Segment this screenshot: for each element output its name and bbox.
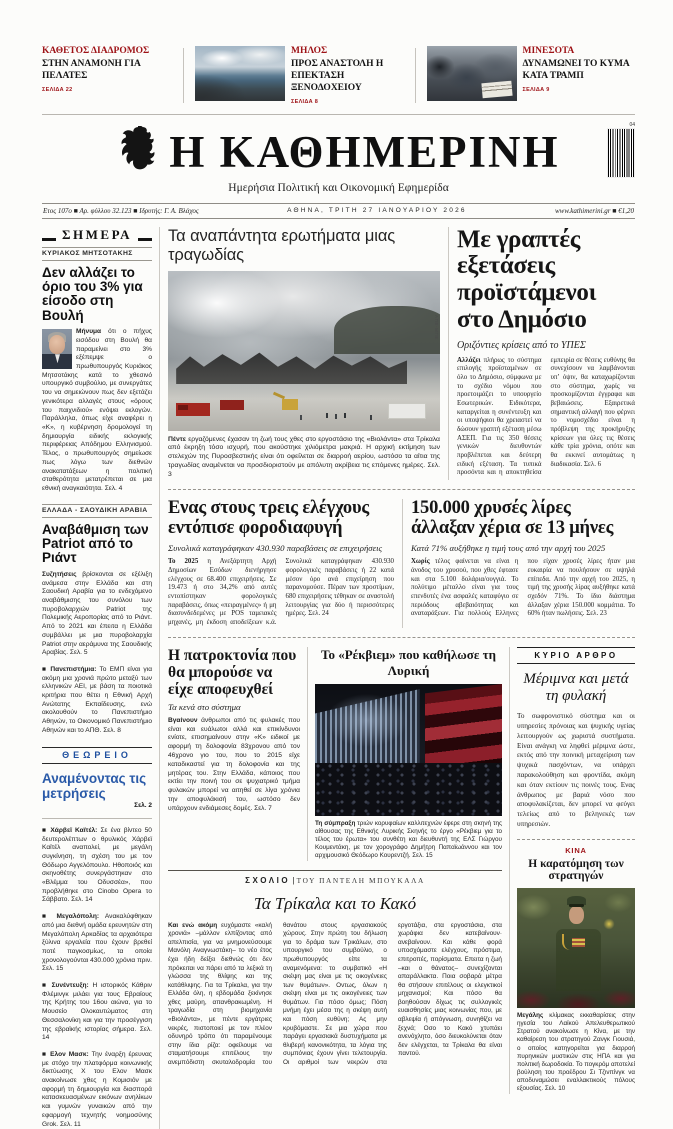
masthead (42, 126, 635, 194)
china-article (517, 839, 635, 1094)
body-lead: Χωρίς (411, 558, 430, 565)
scholio-byline: ΤΟΥ ΠΑΝΤΕΛΗ ΜΠΟΥΚΑΛΑ (297, 876, 425, 885)
chinese-general-photo (517, 888, 635, 1008)
sidebar-body (42, 571, 152, 658)
scholio-divider: | (292, 876, 294, 885)
teaser-strip (42, 46, 635, 115)
site-and-price: www.kathimerini.gr ■ €1,20 (555, 207, 634, 215)
body-text: άνθρωποι από τις φυλακές που είναι και ευάλωτοι αλλά και επικίνδυνοι ενίοτε, επισημαίνουν στην «Κ» ειδικοί με αφορμή τη δολοφονία 83χρονου από τον 46χρονο γιο του, που το 2015 είχε καταδικαστεί για τη δολοφονία και της μητέρας του. Στην Ελλάδα, κάποιος που εκτίει την ποινή του σε ψυχιατρικό τμήμα φυλακών μπορεί να αιτηθεί σε λίγα χρόνια την αποφυλάκισή του, ωστόσο δεν υπάρχουν ενδιάμεσες δομές. Σελ. 7 (168, 717, 300, 812)
gold-subtitle: Κατά 71% αυξήθηκε η τιμή τους από την αρχή του 2025 (411, 543, 635, 553)
scholio-label: ΣΧΟΛΙΟ (245, 876, 290, 885)
dateline (42, 203, 635, 219)
caption-text: τριών κορυφαίων καλλιτεχνών έφερε στη σκηνή της αίθουσας της Εθνικής Λυρικής Σκηνής το έργο «Ρέκβιεμ για το τέλος του έρωτα» του συνθέτη και διευθυντή της ΕΛΣ Γιώργου Κουμεντάκη, με τον χορογράφο Δημήτρη Παπαϊωάννου και τον αρχιμουσικό Θεόδωρο Κουρεντζή. Σελ. 15 (315, 820, 502, 860)
medal-ribbons (572, 938, 585, 947)
brief-text: Την έναρξη έρευνας με στόχο την πλατφόρμα κοινωνικής δικτύωσης Χ του Ελον Μασκ ανακοίνωσε χθες η Κομισιόν με αφορμή τη δημιουργία και διασπορά κατασκευασμένων εικόνων ανηλίκων και γυμνών γυναικών από την εφαρμογή τεχνητής νοημοσύνης Grok. Σελ. 11 (42, 1051, 152, 1128)
brief-text: Ανακαλύφθηκαν από μια διεθνή ομάδα ερευνητών στη Μεγαλόπολη Αρκαδίας τα αρχαιότερα ξύλινα εργαλεία που έχουν βρεθεί ποτέ παγκοσμίως, τα οποία χρονολογούνται 430.000 χρόνια πριν. Σελ. 15 (42, 913, 152, 972)
fire-truck (176, 403, 210, 416)
sidebar-brief-universities (42, 666, 152, 736)
kicker-mitsotakis: ΚΥΡΙΑΚΟΣ ΜΗΤΣΟΤΑΚΗΣ (42, 247, 152, 261)
body-text: βρίσκονται σε εξέλιξη ανάμεσα στην Ελλάδα και στη Σαουδική Αραβία για το ενδεχόμενο αναβάθμισης του συνόλου των πυροβολαρχιών Patriot της Πολεμικής Αεροπορίας από το Ριάντ. Από το 2021 και έπειτα η Ελλάδα συμβάλλει με μια πυροβολαρχία Patriot στην αεράμυνα της Σαουδικής Αραβίας. Σελ. 5 (42, 571, 152, 656)
milos-seascape-photo (195, 46, 285, 101)
body-lead: Βγαίνουν (168, 717, 198, 724)
protest-sign (481, 81, 512, 99)
stage-glow (326, 694, 408, 747)
exams-headline: Με γραπτές εξετάσεις προϊστάμενοι στο Δημόσιο (457, 227, 635, 334)
newspaper-subtitle: Ημερήσια Πολιτική και Οικονομική Εφημερίδα (42, 182, 635, 194)
editorial-body: Το σωφρονιστικό σύστημα και οι υπηρεσίες πρόνοιας και ψυχικής υγείας λειτουργούν ως χωριστά συστήματα. Είναι ανάγκη να ληφθεί μέριμνα ώστε, εκτός από την ποινική μεταχείριση των ψυχικά πασχόντων, να υπάρχει παρακολούθηση και φροντίδα, ακόμη και όταν εκτίουν τις ποινές τους. Ενας άνθρωπος με βαριά νόσο που αποφυλακίζεται, δεν μπορεί να φεύγει τελείως από το βεληνεκές των υπηρεσιών. (517, 712, 635, 829)
gold-aiguillette (562, 934, 572, 950)
officer-caps (517, 977, 635, 1008)
china-caption (517, 1012, 635, 1094)
brief-lead: ■ Ελον Μασκ: (42, 1051, 89, 1058)
body-lead: Συζητήσεις (42, 571, 77, 578)
rule-left (42, 238, 56, 241)
body-lead: Και ενώ ακόμη (168, 922, 217, 929)
fire-truck (220, 400, 244, 410)
china-kicker: ΚΙΝΑ (517, 846, 635, 855)
griffin-logo-icon (117, 126, 159, 179)
patricide-article (168, 647, 308, 861)
general-cap (567, 896, 586, 905)
tax-body (168, 558, 394, 628)
simera-title: ΣΗΜΕΡΑ (62, 227, 132, 243)
exams-body (457, 357, 635, 479)
body-text: η Ανεξάρτητη Αρχή Δημοσίων Εσόδων διενήργησε ελέγχους σε 68.400 επιχειρήσεις. Σε 19.473 ή στο 34,2% από αυτές εντοπίστηκαν φορολογικές παραβάσεις, όπως «πειραγμένες» ή μη διασυνδεδεμένες με POS ταμειακές μηχανές, μη έκδοση αποδείξεων κ.ά. Συνολικά καταγράφηκαν 430.930 φορολογικές παραβάσεις ή 22 κατά μέσον όρο ανά επιχείρηση που παρανομούσε. Πέραν των προστίμων, 680 επιχειρήσεις τέθηκαν σε αναστολή λειτουργίας για δύο ή περισσότερες ημέρες. Σελ. 24 (168, 558, 394, 626)
tragedy-headline: Τα αναπάντητα ερωτήματα μιας τραγωδίας (168, 227, 440, 265)
tragedy-column (168, 227, 449, 481)
second-story-row (168, 499, 635, 627)
sidebar-brief-musk (42, 1051, 152, 1129)
teaser-page-ref: ΣΕΛΙΔΑ 8 (291, 99, 404, 105)
simera-header (42, 227, 152, 243)
opera-house-photo (315, 684, 502, 816)
body-text: ότι ο πήχυς εισόδου στη Βουλή θα παραμείνει στο 3% εξέπεμψε ο πρωθυπουργός Κυριάκος Μητσοτάκης κατά το χθεσινό υπουργικό συμβούλιο, με συνεργάτες του να σημειώνουν πως δεν εξετάζει γενικότερα αλλαγές στους «όρους του παιχνιδιού» ενόψει εκλογών. Παράλληλα, όπως είχε αναφέρει η «Κ», η κυβέρνηση δρομολογεί τη δημιουργία ειδικής εκλογικής περιφέρειας Απόδημου Ελληνισμού. Τέλος, ο πρωθυπουργός σημείωσε πως λόγω των διεθνών ανακατατάξεων η πολιτική σταθερότητα μετατρέπεται σε μια εθνική αναγκαιότητα. Σελ. 4 (42, 328, 152, 492)
general-face (569, 906, 584, 924)
issue-date: ΑΘΗΝΑ, ΤΡΙΤΗ 27 ΙΑΝΟΥΑΡΙΟΥ 2026 (287, 207, 467, 214)
teaser-kicker: ΜΙΝΕΣΟΤΑ (523, 46, 636, 58)
requiem-article (315, 647, 502, 861)
editorial-title: Μέριμνα και μετά τη φυλακή (517, 671, 635, 706)
section-divider (168, 489, 635, 490)
gold-article (411, 499, 635, 627)
main-content (168, 227, 635, 1129)
sidebar-rule (42, 818, 152, 819)
body-text: τέλος φαίνεται να είναι η άνοδος του χρυσού, που χθες έφτασε και στα 5.100 δολάρια/ουγγιά. Το πολύτιμο μέταλλο είναι για τους επενδυτές ένα ασφαλές καταφύγιο σε περιόδους αβεβαιότητας και αναταράξεων. Για πολλούς Ελληνες που είχαν χρυσές λίρες ήταν μια ευκαιρία να πουλήσουν σε υψηλά επίπεδα. Από την αρχή του 2025, η τιμή της χρυσής λίρας αυξήθηκε κατά σχεδόν 71%. Το ίδιο διάστημα άλλαξαν χέρια 150.000 κομμάτια. Το 60% ήταν πωλήσεις. Σελ. 23 (411, 558, 635, 617)
portrait-face (49, 335, 65, 354)
brief-text: Σε ένα βίντεο 50 δευτερολέπτων ο θρυλικός Χάρβεϊ Καϊτέλ αναπολεί, με μεγάλη συγκίνηση, τη σχέση του με τον Θόδωρο Αγγελόπουλο. Ηθοποιός και σκηνοθέτης συνεργάστηκαν στο «Βλέμμα του Οδυσσέα», που προβλήθηκε στο Cinobo Opera το Σάββατο. Σελ. 14 (42, 827, 152, 904)
theoreio-page-ref: Σελ. 2 (42, 802, 152, 809)
caption-lead: Μεγάλης (517, 1012, 543, 1019)
caption-lead: Τη σύμπραξη (315, 820, 355, 827)
sidebar-simera (42, 227, 160, 1129)
patricide-body (168, 717, 300, 813)
firefighter-figures (326, 413, 328, 418)
excavator (282, 399, 298, 410)
brief-lead: ■ Πανεπιστήμια: (42, 666, 96, 673)
scholio-column (168, 870, 502, 1068)
china-headline: Η καρατόμηση των στρατηγών (517, 858, 635, 883)
sidebar-headline: Αναβάθμιση των Patriot από το Ριάντ (42, 523, 152, 566)
front-page (0, 46, 673, 1129)
editorial-header: ΚΥΡΙΟ ΑΡΘΡΟ (517, 647, 635, 664)
brief-text: Το ΕΜΠ είναι για ακόμη μια χρονιά πρώτο μεταξύ των ελληνικών ΑΕΙ, με βάση τα ποιοτικά κριτήρια που θέτει η Εθνική Αρχή Ανώτατης Εκπαίδευσης, ενώ ακολουθούν το Πανεπιστήμιο Αθηνών, το Οικονομικό Πανεπιστήμιο Αθηνών και το ΑΠΘ. Σελ. 8 (42, 666, 152, 734)
scholio-header (168, 876, 502, 885)
mitsotakis-portrait (42, 329, 72, 369)
theoreio-title: Αναμένοντας τις μετρήσεις (42, 771, 152, 801)
brief-lead: ■ Μεγαλόπολη: (42, 913, 99, 920)
white-truck (388, 403, 426, 419)
body-lead: Αλλάζει (457, 357, 481, 364)
sidebar-brief-megalopoli (42, 913, 152, 974)
caption-text: εργαζόμενες έχασαν τη ζωή τους χθες στο εργοστάσιο της «Βιολάντα» στα Τρίκαλα από έκρηξη τόσο ισχυρή, που ακούστηκε χιλιόμετρα μακριά. Η αρχική εκτίμηση των στελεχών της Πυροσβεστικής είναι ότι οφείλεται σε διαρροή αερίου, ωστόσο τα αίτια της τραγωδίας αναμένεται να προσδιοριστούν με απόλυτη ακρίβεια τις επόμενες ημέρες. Σελ. 3 (168, 436, 440, 479)
teaser-page-ref: ΣΕΛΙΔΑ 22 (42, 87, 172, 93)
kicker-saudi: ΕΛΛΑΔΑ - ΣΑΟΥΔΙΚΗ ΑΡΑΒΙΑ (42, 504, 152, 518)
factory-fire-photo (168, 271, 440, 431)
teaser-kicker: ΜΗΛΟΣ (291, 46, 404, 58)
barcode-label: 04 (629, 122, 635, 128)
sidebar-body (42, 328, 152, 493)
lower-section (168, 647, 635, 1094)
sidebar-headline: Δεν αλλάζει το όριο του 3% για είσοδο στη Βουλή (42, 266, 152, 324)
body-lead: Το 2025 (168, 558, 198, 565)
photo-credit: ΑΠΕ-ΜΠΕ (434, 315, 439, 340)
patricide-subtitle: Τα κενά στο σύστημα (168, 702, 300, 712)
sidebar-brief-keitel (42, 827, 152, 905)
brief-lead: ■ Χάρβεϊ Καϊτέλ: (42, 827, 97, 834)
tragedy-caption (168, 436, 440, 481)
gold-headline: 150.000 χρυσές λίρες άλλαξαν χέρια σε 13 μήνες (411, 499, 635, 539)
issue-barcode (607, 128, 635, 178)
teaser-minnesota (427, 46, 636, 105)
issue-info: Ετος 107ο ■ Αρ. φύλλου 32.123 ■ Ιδρυτής: Γ. Α. Βλάχος (43, 207, 199, 215)
tax-headline: Ενας στους τρεις ελέγχους εντόπισε φοροδιαφυγή (168, 499, 394, 539)
teaser-page-ref: ΣΕΛΙΔΑ 9 (523, 87, 636, 93)
teaser-milos (195, 46, 404, 105)
teaser-divider (415, 48, 416, 103)
requiem-caption (315, 820, 502, 861)
caption-lead: Πέντε (168, 436, 186, 443)
requiem-headline: Το «Ρέκβιεμ» που καθήλωσε τη Λυρική (315, 647, 502, 679)
exams-article (457, 227, 635, 481)
hill-silhouette (334, 306, 440, 354)
teaser-divider (183, 48, 184, 103)
teaser-corridor (42, 46, 172, 105)
body-lead: Μήνυμα (76, 328, 101, 335)
tax-article (168, 499, 403, 627)
section-divider (168, 637, 635, 638)
teaser-title: ΣΤΗΝ ΑΝΑΜΟΝΗ ΓΙΑ ΠΕΛΑΤΕΣ (42, 59, 172, 83)
sidebar-brief-interview (42, 982, 152, 1043)
brief-lead: ■ Συνέντευξη: (42, 982, 89, 989)
audience-heads (315, 763, 502, 816)
body-text: πλήρως το σύστημα επιλογής προϊσταμένων σε όλο το Δημόσιο, σύμφωνα με το σχέδιο νόμου που προετοιμάζει το υπουργείο Εσωτερικών. Ειδικότερα, καταργείται η συνέντευξη και οι υποψήφιοι θα χρειαστεί να δώσουν γραπτή εξέταση μέσω ΑΣΕΠ. Για τις 350 θέσεις γενικών διευθυντών προβλέπεται και δεύτερη ειδική εξέταση. Τα τυπικά προσόντα και η αποκτηθείσα εμπειρία σε θέσεις ευθύνης θα συνεχίσουν να λαμβάνονται υπ’ όψιν, θα καταχωρίζονται στο σύστημα, χωρίς να προσκομίζονται έγγραφα και βεβαιώσεις. Εξαιρετικά σημαντική αλλαγή που φέρνει το νομοσχέδιο είναι η πρόβλεψη της προκήρυξης κρίσεων για όλες τις θέσεις κάθε τρία χρόνια, οπότε και θα εκκινεί αυτομάτως η διαδικασία. Σελ. 6 (457, 357, 635, 477)
gold-body (411, 558, 635, 619)
teaser-title: ΠΡΟΣ ΑΝΑΣΤΟΛΗ Η ΕΠΕΚΤΑΣΗ ΞΕΝΟΔΟΧΕΙΟΥ (291, 59, 404, 95)
rule-right (138, 238, 152, 241)
newspaper-title: Η ΚΑΘΗΜΕΡΙΝΗ (169, 130, 559, 175)
editorial-column (509, 647, 635, 1094)
protest-photo (427, 46, 517, 101)
teaser-title: ΔΥΝΑΜΩΝΕΙ ΤΟ ΚΥΜΑ ΚΑΤΑ ΤΡΑΜΠ (523, 59, 636, 83)
exams-subtitle: Οριζόντιες κρίσεις από το ΥΠΕΣ (457, 340, 635, 351)
body-text: ευχόμαστε «καλή χρονιά» –μάλλον ελπίζοντας από απελπισία, για να μνημονεύσουμε Μανόλη Αναγνωστάκη– το νέο έτος έχει ήδη δείξει διεθνώς ότι δεν πρόκειται να πάρει από τα λεξικά τη γλώσσα της θλίψης και της κατάθλιψης. Για τα Τρίκαλα, για την Ελλάδα όλη, η εβδομάδα ξεκίνησε χθες μαύρη, απανθρακωμένη. Η τραγωδία στη βιομηχανία «Βιολάντα», με πέντε εργάτριες νεκρές, πιστοποιεί με τον πλέον οδυνηρό τρόπο ότι παραμένουμε στην ίδια ρίζα: οφείλουμε να σταματήσουμε επιτέλους την ανεμπόδιστη σκυταλοδρομία του θανάτου στους εργασιακούς χώρους. Στην πρώτη του δήλωση για το δράμα των Τρικάλων, στο υπουργικό του συμβούλιο, ο πρωθυπουργός είπε τα αναμενόμενα: το συμβατικό «Η σκέψη μας είναι με τις οικογένειες των θυμάτων». Οντως, όλων η σκέψη είναι με τις οικογένειες των θυμάτων. Για πόσο όμως; Πόση μνήμη έχει μέσα της η σκέψη αυτή και πόση ευθύνη; Ας μην κρυβόμαστε. Σε μια χώρα που παράγει εργασιακά δυστυχήματα με θλιβερή κανονικότητα, τα λόγια της συμπόνιας έχουν γίνει τελετουργία. Οι αριθμοί των νεκρών στα εργοτάξια, στα εργοστάσια, στα χωράφια δεν κατεβαίνουν· ανεβαίνουν. Και κάθε φορά υποσχόμαστε ελέγχους, πρόστιμα, επιτροπές, πορίσματα. Επειτα η ζωή –και ο θάνατος– συνεχίζονται απαράλλακτα. Ποια σοβαρά μέτρα θα στήσουν επιτέλους οι ελεγκτικοί μηχανισμοί; Και πόσο θα βοηθούσαν δίχως τις συλλογικές ευαισθησίες μιας κοινωνίας που, με αβλεψία ή απόγνωση, συνηθίζει να ξεχνά; Οσο το Κακό χτυπάει ανενόχλητο, όσο διευκολύνεται όταν δεν ελέγχεται, τα Τρίκαλα θα είναι παντού. (168, 922, 502, 1066)
caption-text: κλίμακας εκκαθαρίσεις στην ηγεσία του Λαϊκού Απελευθερωτικού Στρατού ανακοίνωσε η Κίνα, με την καθαίρεση του στρατηγού Ζανγκ Γιουσιά, ο οποίος κατηγορείται για διαρροή πυρηνικών μυστικών στις ΗΠΑ και για πολιτική δωροδοκία. Το πογκρόμ αποτελεί βούληση του προέδρου Σι Τζινπίνγκ να αποδυναμώσει εναλλακτικούς πόλους εξουσίας. Σελ. 10 (517, 1012, 635, 1093)
patricide-headline: Η πατροκτονία που θα μπορούσε να είχε αποφευχθεί (168, 647, 300, 698)
brief-text: Η ιστορικός Κάθριν Φλέμινγκ μιλάει για τους Εβραίους της Κρήτης του 16ου αιώνα, για το Μουσείο Ολοκαυτώματος στη Θεσσαλονίκη και για την προσέγγιση της εβραϊκής ιστορίας σήμερα. Σελ. 14 (42, 982, 152, 1041)
theoreio-header: ΘΕΩΡΕΙΟ (42, 747, 152, 764)
tax-subtitle: Συνολικά καταγράφηκαν 430.930 παραβάσεις σε επιχειρήσεις (168, 543, 394, 553)
teaser-kicker: ΚΑΘΕΤΟΣ ΔΙΑΔΡΟΜΟΣ (42, 46, 172, 58)
scholio-body (168, 922, 502, 1068)
scholio-title: Τα Τρίκαλα και το Κακό (168, 894, 502, 914)
top-story-row (168, 227, 635, 481)
